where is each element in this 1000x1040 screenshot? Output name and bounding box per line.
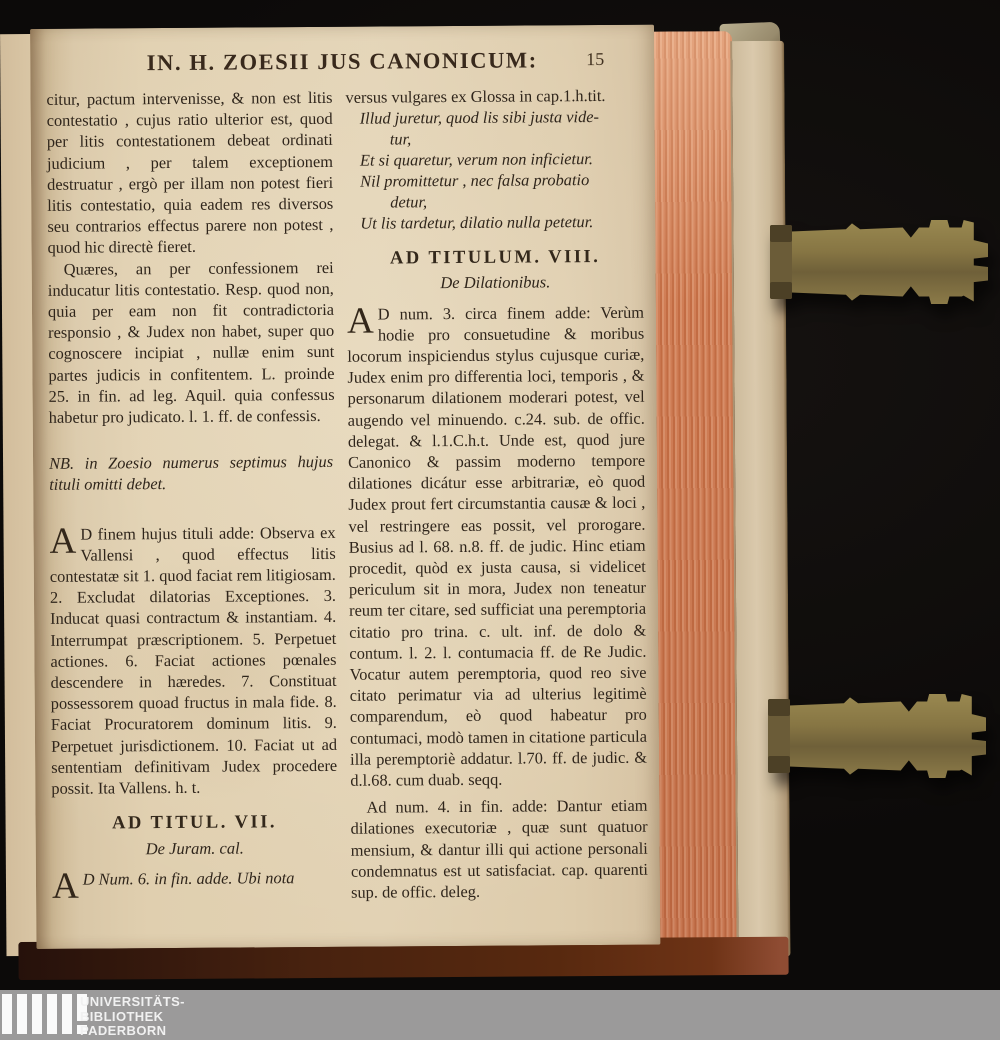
paragraph-ad-num-6-text: D Num. 6. in fin. adde. Ubi nota bbox=[82, 867, 295, 889]
paragraph-ad-num-3-text: D num. 3. circa finem adde: Verùm hodie pro consuetudine & moribus locorum inspiciendus stylus cujusque curiæ, Judex enim pro differentia loci, temporis , & personarum dilationem moderari potest, vel augendo vel minuendo. c.24. sub. de offic. delegat. & l.1.C.h.t. Unde est, quod jure Canonico & passim moderno tempore dilationes dicátur esse arbitrariæ, eò quod Judex prout fert circumstantia causæ & loci , vel restringere eas possit, vel prorogare. Busius ad l. 68. n.8. ff. de judic. Hinc etiam procedit, quòd ex justa causa, si videlicet periculum sit in mora, Judex non teneatur reum ter citare, sed sufficiat una peremptoria citatio pro trina. c. ult. inf. de dolo & contum. l. 2. l. contumacia ff. de Re Judic. Vocatur autem peremptoria, quod reo sive citato perimatur via ad ulterius legitimè comparendum, eò quod habeatur pro contumaci, modò tamen in citatione particula illa peremptoriè addatur. l.70. ff. de judic. & d.l.68. cum duab. seqq. bbox=[347, 302, 648, 790]
verse-line: Ut lis tardetur, dilatio nulla petetur. bbox=[360, 212, 594, 233]
institution-line: BIBLIOTHEK bbox=[80, 1008, 164, 1024]
clasp-hinge-knuckle bbox=[768, 756, 790, 773]
verse-line: tur, bbox=[389, 129, 412, 149]
drop-cap-initial: A bbox=[51, 865, 79, 907]
verse-line: detur, bbox=[390, 192, 428, 212]
paragraph-nota-bene: NB. in Zoesio numerus septimus hujus tituli omitti debet. bbox=[48, 452, 334, 495]
clasp-hinge-knuckle bbox=[770, 282, 792, 299]
logo-bar bbox=[62, 994, 72, 1034]
logo-bar bbox=[32, 994, 42, 1034]
logo-bar bbox=[17, 994, 27, 1034]
paragraph-ad-finem bbox=[49, 522, 337, 800]
clasp-strap bbox=[785, 220, 988, 304]
book-page bbox=[30, 25, 660, 949]
institution-line: PADERBORN bbox=[80, 1023, 167, 1038]
page-number: 15 bbox=[586, 48, 605, 70]
brass-clasp-top bbox=[770, 214, 988, 310]
institution-name bbox=[80, 995, 185, 1039]
paragraph-continuation: citur, pactum intervenisse, & non est litis contestatio , cujus ratio ulterior est, quod per litis contestationem debeat ordinati judicium , per talem exceptionem destruatur , ergò per illam non potest fieri litis contestatio, quia eadem res diversos seu contrarios effectus parere non potest , quod hic directè fieret. bbox=[46, 87, 334, 258]
verse-line: Et si quaretur, verum non inficietur. bbox=[359, 149, 593, 170]
verse-line: Illud juretur, quod lis sibi justa vide- bbox=[359, 107, 600, 128]
brass-clasp-bottom bbox=[768, 688, 986, 784]
text-columns bbox=[30, 85, 660, 937]
right-text-column bbox=[345, 85, 648, 935]
paragraph-versus-vulgares: versus vulgares ex Glossa in cap.1.h.tit. bbox=[345, 85, 606, 107]
paragraph-quaeres: Quæres, an per confessionem rei inducatur litis contestatio. Resp. quod non, quia per eam non fit contradictoria responsio , & Judex non habet, super quo cognoscere incipiat , nullæ enim sunt partes judicis in confitentem. L. proinde 25. in fin. ad leg. Aquil. quia confessus habetur pro judicato. l. 1. ff. de confessis. bbox=[47, 257, 335, 427]
paragraph-ad-num-4: Ad num. 4. in fin. adde: Dantur etiam dilationes executoriæ , quæ sunt quatuor mensium, & dantur illi qui actione personali condemnatus est ut satisfaciat. cap. quarenti sup. de offic. deleg. bbox=[350, 795, 648, 902]
book bbox=[0, 21, 791, 978]
clasp-hinge bbox=[768, 699, 790, 773]
left-text-column bbox=[46, 87, 338, 937]
drop-cap-initial: A bbox=[346, 300, 374, 342]
section-subheading-de-juram: De Juram. cal. bbox=[145, 838, 244, 858]
section-subheading-de-dilationibus: De Dilationibus. bbox=[440, 272, 551, 293]
library-footer-bar bbox=[0, 990, 1000, 1040]
clasp-hinge-knuckle bbox=[768, 699, 790, 716]
page-header bbox=[30, 25, 654, 89]
clasp-strap bbox=[783, 694, 986, 778]
section-heading-titulum-viii: AD TITULUM. VIII. bbox=[389, 247, 601, 269]
clasp-hinge-knuckle bbox=[770, 225, 792, 242]
section-heading-titul-vii: AD TITUL. VII. bbox=[112, 812, 278, 834]
book-back-cover-edge bbox=[730, 41, 790, 957]
paragraph-ad-finem-text: D finem hujus tituli adde: Observa ex Vallensi , quod effectus litis contestatæ sit 1. quod faciat rem litigiosam. 2. Excludat dilatorias Exceptiones. 3. Inducat quasi contractum & instantiam. 4. Interrumpat præscriptionem. 5. Perpetuet actiones. 6. Faciat actiones pœnales descendere in hæredes. 7. Constituat possessorem quoad fructus in mala fide. 8. Faciat Procuratorem dominum litis. 9. Perpetuet jurisdictionem. 10. Faciat ut ad sententiam definitivam Judex procedere possit. Ita Vallens. h. t. bbox=[49, 522, 338, 798]
ub-paderborn-logo-icon bbox=[2, 994, 87, 1034]
verse-line: Nil promittetur , nec falsa probatio bbox=[360, 170, 590, 191]
verse-block bbox=[360, 106, 644, 234]
clasp-hinge bbox=[770, 225, 792, 299]
book-fore-edge bbox=[650, 31, 738, 944]
paragraph-ad-num-3 bbox=[347, 301, 647, 791]
running-title: IN. H. ZOESII JUS CANONICUM: bbox=[146, 47, 538, 76]
logo-bar bbox=[2, 994, 12, 1034]
institution-line: UNIVERSITÄTS- bbox=[80, 994, 185, 1009]
logo-bar bbox=[47, 994, 57, 1034]
drop-cap-initial: A bbox=[49, 520, 77, 562]
paragraph-ad-num-6 bbox=[51, 865, 338, 907]
